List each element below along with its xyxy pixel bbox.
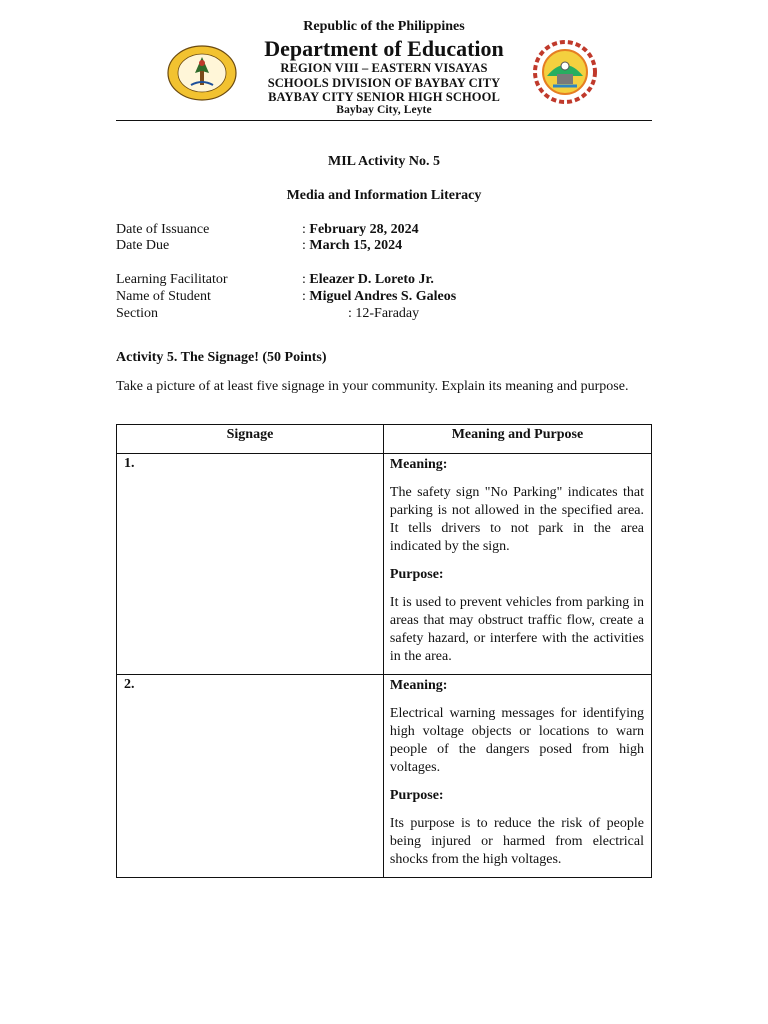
activity-heading: Activity 5. The Signage! (50 Points) [116,350,327,365]
department-title: Department of Education [264,36,504,61]
due-value: : March 15, 2024 [302,238,403,253]
issuance-value: : February 28, 2024 [302,222,419,237]
due-label: Date Due [116,238,170,253]
issuance-label: Date of Issuance [116,222,210,237]
student-value: : Miguel Andres S. Galeos [302,289,457,304]
republic-heading: Republic of the Philippines [303,19,465,34]
location-line: Baybay City, Leyte [336,104,432,116]
signage-table [116,424,652,878]
purpose-label: Purpose: [389,788,444,803]
student-label: Name of Student [116,289,211,304]
region-line: REGION VIII – EASTERN VISAYAS [280,61,488,75]
row-number: 2. [124,677,135,692]
purpose-text: Its purpose is to reduce the risk of people being injured or harmed from electrical shocks from the high voltages. [389,816,644,867]
section-value: : 12-Faraday [348,306,420,321]
meaning-label: Meaning: [389,457,448,472]
facilitator-label: Learning Facilitator [116,272,228,287]
meaning-purpose-cell [383,675,651,878]
school-line: BAYBAY CITY SENIOR HIGH SCHOOL [268,90,500,104]
signage-column-header: Signage [117,425,384,454]
row-number: 1. [124,456,135,471]
meaning-text: Electrical warning messages for identifying high voltage objects or locations to warn people of the dangers posed from high voltages. [389,706,644,775]
meaning-text: The safety sign "No Parking" indicates that parking is not allowed in the specified area. It tells drivers to not park in the area indicated by the sign. [389,485,644,554]
signage-cell [117,454,384,675]
meaning-label: Meaning: [389,678,448,693]
purpose-label: Purpose: [389,567,444,582]
activity-number: MIL Activity No. 5 [328,154,440,169]
meaning-purpose-cell [383,454,651,675]
section-label: Section [116,306,158,321]
header-divider [116,120,652,121]
instruction-text: Take a picture of at least five signage in your community. Explain its meaning and purpose. [116,379,629,394]
table-header-row [117,425,652,454]
signage-cell [117,675,384,878]
division-line: SCHOOLS DIVISION OF BAYBAY CITY [267,76,501,90]
facilitator-value: : Eleazer D. Loreto Jr. [302,272,434,287]
meaning-purpose-column-header: Meaning and Purpose [383,425,651,454]
table-row [117,675,652,878]
purpose-text: It is used to prevent vehicles from parking in areas that may obstruct traffic flow, create a safety hazard, or interfere with the activities in the area. [389,595,644,664]
subject-title: Media and Information Literacy [286,188,482,203]
table-row [117,454,652,675]
